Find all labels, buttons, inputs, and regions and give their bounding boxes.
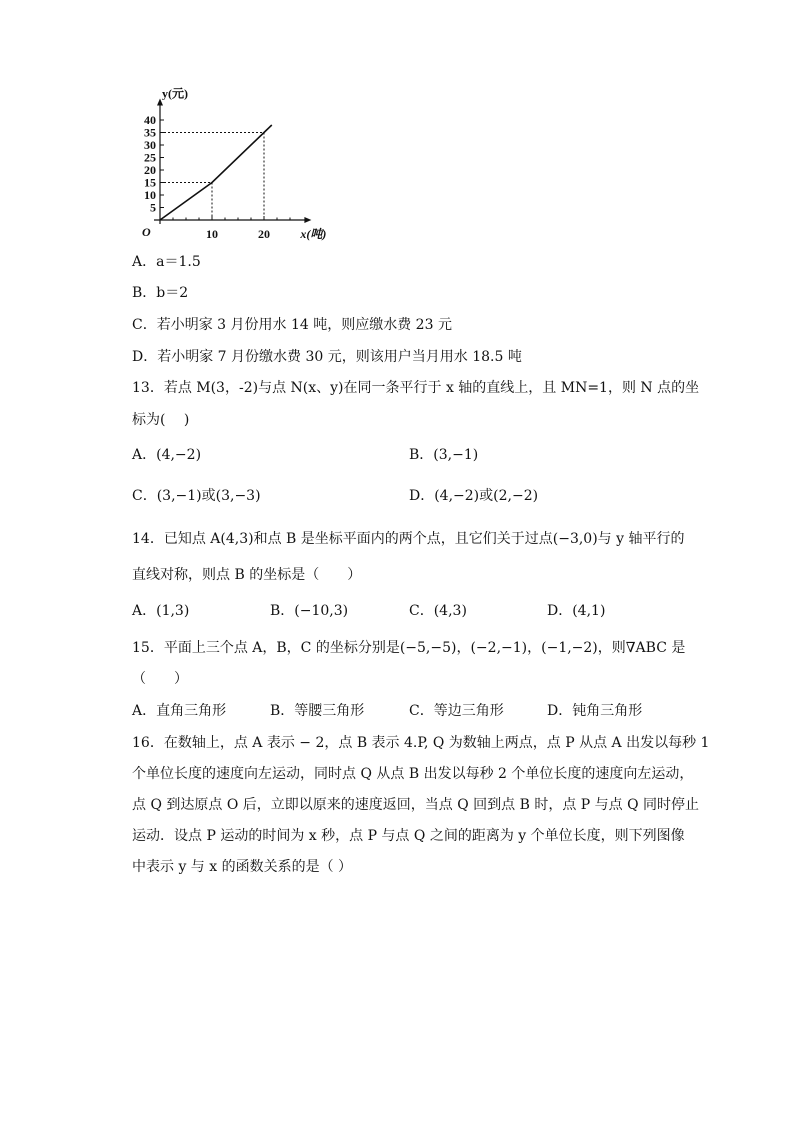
y-tick-label: 15 xyxy=(144,175,156,190)
q13-stem-line2: 标为( ) xyxy=(132,412,190,428)
q14-option-b: B．(−10,3) xyxy=(270,603,349,619)
y-tick-label: 30 xyxy=(144,138,156,152)
q15-stem-line1: 15．平面上三个点 A，B，C 的坐标分别是(−5,−5)，(−2,−1)，(−1,−2)，则∇ABC 是 xyxy=(132,640,686,656)
y-tick-label: 5 xyxy=(150,200,156,215)
q15-option-b: B．等腰三角形 xyxy=(270,703,365,719)
q14-stem-line2: 直线对称，则点 B 的坐标是（ ） xyxy=(132,567,362,583)
y-tick-label: 25 xyxy=(144,150,156,165)
y-tick-label: 10 xyxy=(144,188,156,202)
x-tick-label: 20 xyxy=(258,227,270,241)
q14-option-d: D．(4,1) xyxy=(547,603,606,619)
q15-option-c: C．等边三角形 xyxy=(409,703,504,719)
y-axis-label: y(元) xyxy=(162,86,188,101)
q16-stem-line4: 运动．设点 P 运动的时间为 x 秒，点 P 与点 Q 之间的距离为 y 个单位长度，则下列图像 xyxy=(132,828,685,844)
x-axis-label: x(吨) xyxy=(300,227,327,241)
y-tick-label: 35 xyxy=(144,125,156,140)
y-tick-group xyxy=(144,113,164,215)
q16-stem-line2: 个单位长度的速度向左运动，同时点 Q 从点 B 出发以每秒 2 个单位长度的速度向左运动， xyxy=(132,766,694,782)
q12-option-b: B．b＝2 xyxy=(132,285,189,301)
q13-option-d: D．(4,−2)或(2,−2) xyxy=(409,488,539,504)
q16-stem-line5: 中表示 y 与 x 的函数关系的是（ ） xyxy=(132,859,353,875)
y-tick-label: 40 xyxy=(144,113,156,127)
water-fee-graph xyxy=(130,60,330,250)
q12-option-c: C．若小明家 3 月份用水 14 吨，则应缴水费 23 元 xyxy=(132,317,452,333)
q12-option-d: D．若小明家 7 月份缴水费 30 元，则该用户当月用水 18.5 吨 xyxy=(132,349,522,365)
x-axis-arrow-icon xyxy=(304,217,311,223)
q16-stem-line1: 16．在数轴上，点 A 表示 − 2，点 B 表示 4.P, Q 为数轴上两点，点 P 从点 A 出发以每秒 1 xyxy=(132,735,710,751)
q13-stem-line1: 13．若点 M(3，-2)与点 N(x、y)在同一条平行于 x 轴的直线上，且 MN=1，则 N 点的坐 xyxy=(132,380,700,396)
q13-option-b: B．(3,−1) xyxy=(409,447,479,463)
q13-option-a: A．(4,−2) xyxy=(132,447,202,463)
q15-option-d: D．钝角三角形 xyxy=(547,703,643,719)
q14-option-a: A．(1,3) xyxy=(132,603,190,619)
q14-option-c: C．(4,3) xyxy=(409,603,467,619)
origin-label: O xyxy=(142,225,151,239)
q12-option-a: A．a＝1.5 xyxy=(132,254,201,270)
fee-series-line xyxy=(160,125,272,220)
guide-lines xyxy=(160,133,264,221)
q15-option-a: A．直角三角形 xyxy=(132,703,227,719)
q14-stem-line1: 14．已知点 A(4,3)和点 B 是坐标平面内的两个点，且它们关于过点(−3,0)与 y 轴平行的 xyxy=(132,531,685,547)
q13-option-c: C．(3,−1)或(3,−3) xyxy=(132,488,261,504)
q15-stem-line2: （ ） xyxy=(132,671,188,687)
y-tick-label: 20 xyxy=(144,163,156,177)
x-tick-label: 10 xyxy=(206,227,218,241)
q16-stem-line3: 点 Q 到达原点 O 后，立即以原来的速度返回，当点 Q 回到点 B 时，点 P 与点 Q 同时停止 xyxy=(132,797,700,813)
